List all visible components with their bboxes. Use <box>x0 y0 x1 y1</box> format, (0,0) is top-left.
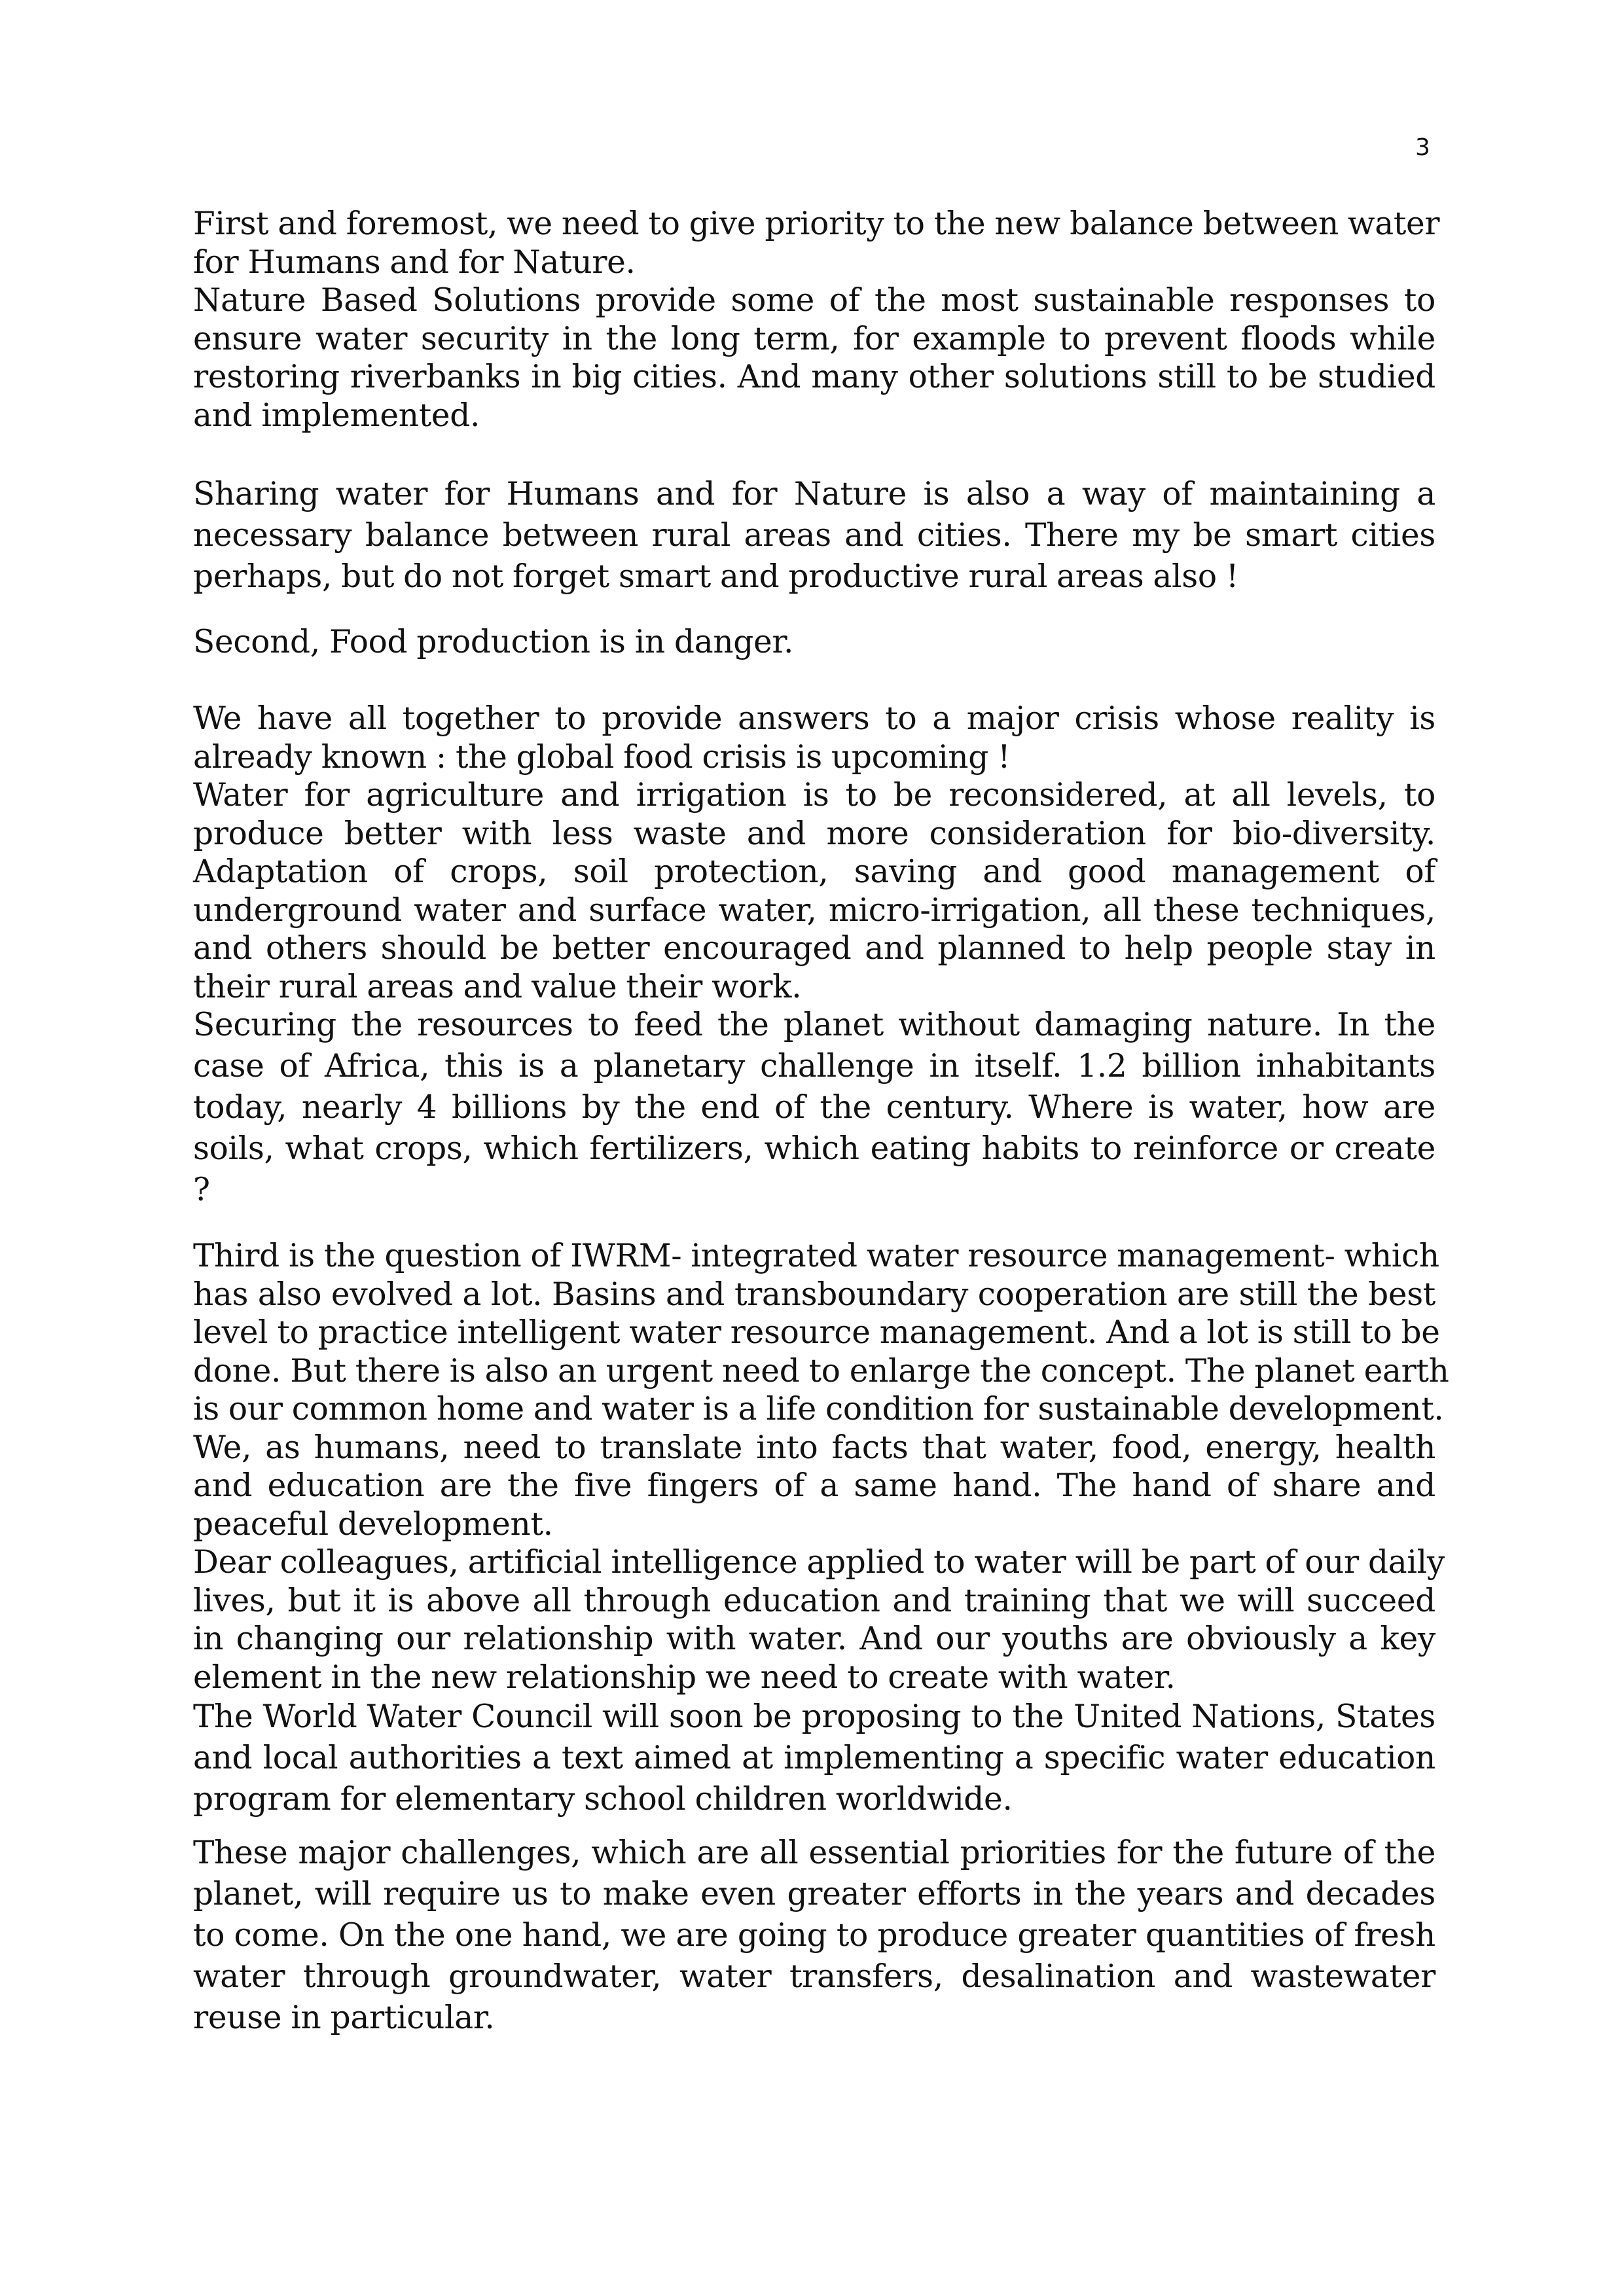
paragraph-priority-balance <box>193 205 1440 281</box>
text-line: reuse in particular. <box>193 2000 495 2036</box>
text-line: program for elementary school children worldwide. <box>193 1781 1013 1818</box>
text-line: ? <box>193 1172 210 1208</box>
text-line: necessary balance between rural areas and cities. There my be smart cities <box>193 517 1435 554</box>
text-line: The World Water Council will soon be proposing to the United Nations, States <box>193 1698 1435 1735</box>
text-line: underground water and surface water, micro-irrigation, all these techniques, <box>193 891 1435 929</box>
paragraph-water-for-agriculture <box>193 776 1435 1006</box>
text-line: to come. On the one hand, we are going to produce greater quantities of fresh <box>193 1917 1435 1954</box>
text-line: has also evolved a lot. Basins and transboundary cooperation are still the best <box>193 1276 1435 1313</box>
text-line: We, as humans, need to translate into facts that water, food, energy, health <box>193 1429 1435 1466</box>
text-line: in changing our relationship with water. And our youths are obviously a key <box>193 1621 1435 1657</box>
text-line: Sharing water for Humans and for Nature is also a way of maintaining a <box>193 476 1435 512</box>
text-line: already known : the global food crisis is upcoming ! <box>193 738 1011 776</box>
text-line: soils, what crops, which fertilizers, which eating habits to reinforce or create <box>193 1130 1435 1167</box>
text-line: perhaps, but do not forget smart and productive rural areas also ! <box>193 558 1239 595</box>
text-line: today, nearly 4 billions by the end of the century. Where is water, how are <box>193 1089 1435 1126</box>
text-line: lives, but it is above all through education and training that we will succeed <box>193 1582 1435 1619</box>
text-line: We have all together to provide answers to a major crisis whose reality is <box>193 700 1435 737</box>
text-line: produce better with less waste and more consideration for bio-diversity. <box>193 815 1435 852</box>
text-line: peaceful development. <box>193 1505 553 1543</box>
paragraph-second-food-production <box>193 623 1435 662</box>
text-line: done. But there is also an urgent need to enlarge the concept. The planet earth <box>193 1352 1449 1390</box>
text-line: Third is the question of IWRM- integrated water resource management- which <box>193 1238 1439 1274</box>
text-line: level to practice intelligent water resource management. And a lot is still to be <box>193 1314 1440 1351</box>
text-line: These major challenges, which are all essential priorities for the future of the <box>193 1835 1435 1871</box>
text-line: Nature Based Solutions provide some of the most sustainable responses to <box>193 282 1435 319</box>
text-line: Water for agriculture and irrigation is to be reconsidered, at all levels, to <box>193 777 1435 814</box>
text-line: First and foremost, we need to give priority to the new balance between water <box>193 206 1440 242</box>
text-line: water through groundwater, water transfers, desalination and wastewater <box>193 1958 1435 1995</box>
text-line: for Humans and for Nature. <box>193 243 636 281</box>
paragraph-major-challenges <box>193 1833 1435 2039</box>
text-line: Second, Food production is in danger. <box>193 624 794 660</box>
page-number: 3 <box>1415 134 1430 161</box>
text-line: Securing the resources to feed the planet without damaging nature. In the <box>193 1007 1435 1043</box>
paragraph-nature-based-solutions <box>193 281 1435 435</box>
paragraph-third-iwrm <box>193 1237 1449 1543</box>
text-line: planet, will require us to make even greater efforts in the years and decades <box>193 1876 1435 1912</box>
paragraph-sharing-water <box>193 474 1435 598</box>
text-line: Adaptation of crops, soil protection, saving and good management of <box>193 853 1435 890</box>
paragraph-securing-resources-africa <box>193 1005 1435 1211</box>
text-line: case of Africa, this is a planetary challenge in itself. 1.2 billion inhabitants <box>193 1048 1435 1085</box>
text-line: their rural areas and value their work. <box>193 968 802 1005</box>
text-line: and implemented. <box>193 397 480 434</box>
paragraph-world-water-council <box>193 1696 1435 1820</box>
text-line: and others should be better encouraged and planned to help people stay in <box>193 930 1435 967</box>
text-line: and local authorities a text aimed at implementing a specific water education <box>193 1740 1435 1776</box>
text-line: ensure water security in the long term, for example to prevent floods while <box>193 320 1435 357</box>
text-line: restoring riverbanks in big cities. And many other solutions still to be studied <box>193 359 1435 395</box>
text-line: Dear colleagues, artificial intelligence applied to water will be part of our daily <box>193 1544 1445 1581</box>
paragraph-artificial-intelligence <box>193 1543 1445 1696</box>
text-line: element in the new relationship we need to create with water. <box>193 1659 1176 1696</box>
paragraph-food-crisis <box>193 700 1435 776</box>
text-line: is our common home and water is a life condition for sustainable development. <box>193 1391 1444 1427</box>
text-line: and education are the five fingers of a same hand. The hand of share and <box>193 1467 1435 1504</box>
